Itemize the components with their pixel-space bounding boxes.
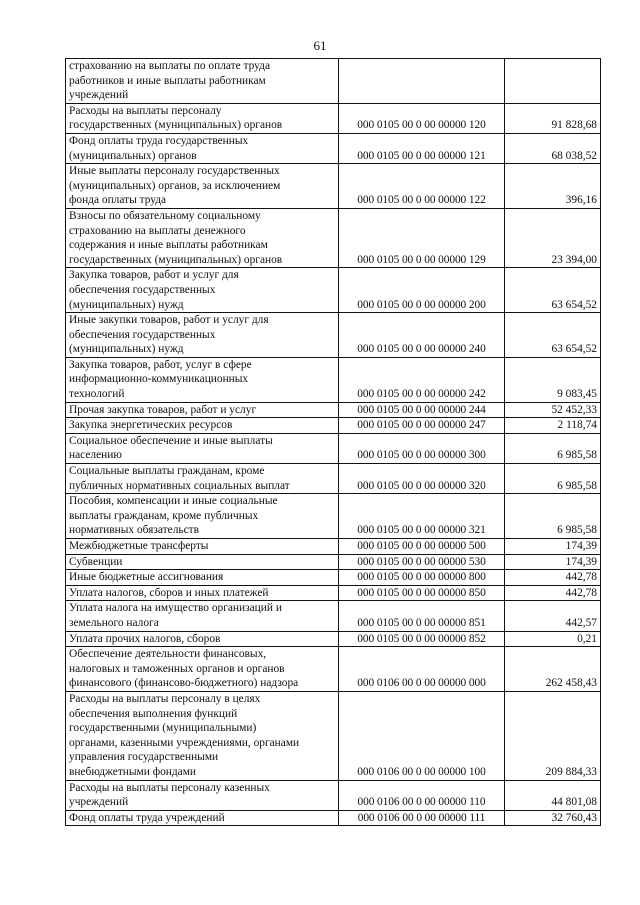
budget-code-cell: 000 0105 00 0 00 00000 121 xyxy=(339,133,505,163)
table-row xyxy=(66,691,601,780)
expense-name-line: Уплата налогов, сборов и иных платежей xyxy=(69,586,269,599)
expense-name-cell xyxy=(66,570,339,586)
expense-name-cell xyxy=(66,103,339,133)
table-row xyxy=(66,585,601,601)
expense-name-line: выплаты гражданам, кроме публичных xyxy=(69,509,259,522)
table-row xyxy=(66,208,601,267)
expense-name-cell xyxy=(66,268,339,313)
amount-cell: 442,57 xyxy=(505,601,601,631)
table-row xyxy=(66,631,601,647)
expense-name-line: страхованию на выплаты по оплате труда xyxy=(69,60,271,72)
expense-name-cell xyxy=(66,59,339,104)
expense-name-line: Взносы по обязательному социальному xyxy=(69,209,261,222)
expense-name-line: Расходы на выплаты персоналу в целях xyxy=(69,692,261,705)
expense-name-line: финансового (финансово-бюджетного) надзора xyxy=(69,677,299,690)
table-row xyxy=(66,268,601,313)
expense-name-line: Уплата налога на имущество организаций и xyxy=(69,602,282,615)
budget-code-cell: 000 0105 00 0 00 00000 240 xyxy=(339,313,505,358)
expense-name-line: Межбюджетные трансферты xyxy=(69,540,209,552)
budget-table-body xyxy=(66,59,601,826)
budget-code-cell: 000 0105 00 0 00 00000 852 xyxy=(339,631,505,647)
expense-name-line: обеспечения выполнения функций xyxy=(69,707,238,720)
expense-name-cell xyxy=(66,647,339,692)
expense-name-line: обеспечения государственных xyxy=(69,283,216,296)
expense-name-line: Уплата прочих налогов, сборов xyxy=(69,632,221,645)
expense-name-cell xyxy=(66,810,339,826)
expense-name-cell xyxy=(66,539,339,555)
expense-name-cell xyxy=(66,631,339,647)
expense-name-line: управления государственными xyxy=(69,751,219,764)
expense-name-line: содержания и иные выплаты работникам xyxy=(69,239,268,252)
table-row xyxy=(66,433,601,463)
table-row xyxy=(66,810,601,826)
table-row xyxy=(66,313,601,358)
budget-code-cell: 000 0105 00 0 00 00000 851 xyxy=(339,601,505,631)
expense-name-cell xyxy=(66,133,339,163)
expense-name-line: нормативных обязательств xyxy=(69,524,199,537)
amount-cell: 91 828,68 xyxy=(505,103,601,133)
expense-name-line: Закупка энергетических ресурсов xyxy=(69,419,233,432)
budget-code-cell: 000 0105 00 0 00 00000 800 xyxy=(339,570,505,586)
expense-name-cell xyxy=(66,357,339,402)
budget-code-cell: 000 0105 00 0 00 00000 530 xyxy=(339,554,505,570)
amount-cell: 23 394,00 xyxy=(505,208,601,267)
budget-code-cell: 000 0106 00 0 00 00000 100 xyxy=(339,691,505,780)
expense-name-cell xyxy=(66,691,339,780)
budget-code-cell: 000 0106 00 0 00 00000 110 xyxy=(339,780,505,810)
amount-cell: 6 985,58 xyxy=(505,433,601,463)
amount-cell: 9 083,45 xyxy=(505,357,601,402)
amount-cell: 2 118,74 xyxy=(505,418,601,434)
expense-name-line: технологий xyxy=(69,388,125,401)
expense-name-cell xyxy=(66,402,339,418)
budget-code-cell: 000 0105 00 0 00 00000 321 xyxy=(339,494,505,539)
expense-name-line: фонда оплаты труда xyxy=(69,194,167,207)
amount-cell: 0,21 xyxy=(505,631,601,647)
table-row xyxy=(66,402,601,418)
amount-cell: 396,16 xyxy=(505,164,601,209)
expense-name-line: органами, казенными учреждениями, органами xyxy=(69,736,300,749)
expense-name-line: налоговых и таможенных органов и органов xyxy=(69,662,285,675)
expense-name-cell xyxy=(66,601,339,631)
amount-cell: 262 458,43 xyxy=(505,647,601,692)
expense-name-line: Обеспечение деятельности финансовых, xyxy=(69,648,267,661)
expense-name-line: Иные выплаты персоналу государственных xyxy=(69,165,280,178)
expense-name-line: Пособия, компенсации и иные социальные xyxy=(69,495,278,508)
table-row xyxy=(66,647,601,692)
budget-code-cell: 000 0105 00 0 00 00000 247 xyxy=(339,418,505,434)
budget-code-cell: 000 0105 00 0 00 00000 120 xyxy=(339,103,505,133)
amount-cell: 44 801,08 xyxy=(505,780,601,810)
expense-name-cell xyxy=(66,494,339,539)
table-row xyxy=(66,59,601,104)
expense-name-line: Расходы на выплаты персоналу xyxy=(69,104,222,117)
amount-cell: 52 452,33 xyxy=(505,402,601,418)
expense-name-line: Субвенции xyxy=(69,555,123,568)
amount-cell: 6 985,58 xyxy=(505,494,601,539)
expense-name-cell xyxy=(66,433,339,463)
expense-name-line: государственными (муниципальными) xyxy=(69,722,257,735)
expense-name-line: (муниципальных) нужд xyxy=(69,298,184,311)
expense-name-cell xyxy=(66,554,339,570)
budget-code-cell: 000 0105 00 0 00 00000 242 xyxy=(339,357,505,402)
expense-name-cell xyxy=(66,313,339,358)
amount-cell: 174,39 xyxy=(505,554,601,570)
table-row xyxy=(66,357,601,402)
budget-code-cell: 000 0105 00 0 00 00000 850 xyxy=(339,585,505,601)
expense-name-line: земельного налога xyxy=(69,616,159,629)
expense-name-line: публичных нормативных социальных выплат xyxy=(69,479,290,492)
expense-name-line: населению xyxy=(69,449,122,462)
table-row xyxy=(66,601,601,631)
amount-cell: 442,78 xyxy=(505,585,601,601)
amount-cell: 6 985,58 xyxy=(505,464,601,494)
expense-name-line: учреждений xyxy=(69,796,129,809)
expense-name-line: внебюджетными фондами xyxy=(69,765,197,778)
budget-code-cell: 000 0105 00 0 00 00000 122 xyxy=(339,164,505,209)
expense-name-line: государственных (муниципальных) органов xyxy=(69,119,283,132)
expense-name-cell xyxy=(66,464,339,494)
budget-code-cell: 000 0105 00 0 00 00000 320 xyxy=(339,464,505,494)
page-number: 61 xyxy=(313,38,327,53)
table-row xyxy=(66,570,601,586)
table-row xyxy=(66,164,601,209)
budget-code-cell: 000 0105 00 0 00 00000 244 xyxy=(339,402,505,418)
amount-cell: 174,39 xyxy=(505,539,601,555)
expense-name-line: Социальные выплаты гражданам, кроме xyxy=(69,465,265,478)
table-row xyxy=(66,539,601,555)
table-row xyxy=(66,780,601,810)
expense-name-line: Прочая закупка товаров, работ и услуг xyxy=(69,403,257,416)
amount-cell: 68 038,52 xyxy=(505,133,601,163)
amount-cell: 32 760,43 xyxy=(505,810,601,826)
expense-name-line: страхованию на выплаты денежного xyxy=(69,224,246,237)
expense-name-line: информационно-коммуникационных xyxy=(69,373,249,386)
budget-code-cell: 000 0105 00 0 00 00000 300 xyxy=(339,433,505,463)
budget-code-cell xyxy=(339,59,505,104)
expense-name-line: Фонд оплаты труда государственных xyxy=(69,134,249,147)
expense-name-cell xyxy=(66,208,339,267)
amount-cell: 63 654,52 xyxy=(505,268,601,313)
expense-name-line: (муниципальных) органов, за исключением xyxy=(69,179,281,192)
table-row xyxy=(66,418,601,434)
expense-name-line: Иные закупки товаров, работ и услуг для xyxy=(69,314,269,327)
expense-name-line: (муниципальных) нужд xyxy=(69,343,184,356)
budget-code-cell: 000 0105 00 0 00 00000 200 xyxy=(339,268,505,313)
amount-cell: 63 654,52 xyxy=(505,313,601,358)
table-row xyxy=(66,464,601,494)
expense-name-line: Закупка товаров, работ, услуг в сфере xyxy=(69,358,252,371)
budget-code-cell: 000 0106 00 0 00 00000 111 xyxy=(339,810,505,826)
expense-name-line: Закупка товаров, работ и услуг для xyxy=(69,269,239,282)
expense-name-cell xyxy=(66,164,339,209)
budget-code-cell: 000 0105 00 0 00 00000 500 xyxy=(339,539,505,555)
expense-name-cell xyxy=(66,418,339,434)
expense-name-line: государственных (муниципальных) органов xyxy=(69,253,283,266)
expense-name-line: обеспечения государственных xyxy=(69,328,216,341)
expense-name-cell xyxy=(66,585,339,601)
expense-name-line: учреждений xyxy=(69,89,129,102)
table-row xyxy=(66,494,601,539)
expense-name-line: Фонд оплаты труда учреждений xyxy=(69,811,225,824)
budget-code-cell: 000 0105 00 0 00 00000 129 xyxy=(339,208,505,267)
expense-name-line: Расходы на выплаты персоналу казенных xyxy=(69,781,270,794)
table-row xyxy=(66,103,601,133)
table-row xyxy=(66,133,601,163)
table-row xyxy=(66,554,601,570)
expense-name-cell xyxy=(66,780,339,810)
expense-name-line: Иные бюджетные ассигнования xyxy=(69,571,224,584)
amount-cell: 209 884,33 xyxy=(505,691,601,780)
expense-name-line: работников и иные выплаты работникам xyxy=(69,74,266,87)
amount-cell xyxy=(505,59,601,104)
budget-table xyxy=(65,58,601,826)
amount-cell: 442,78 xyxy=(505,570,601,586)
budget-code-cell: 000 0106 00 0 00 00000 000 xyxy=(339,647,505,692)
expense-name-line: Социальное обеспечение и иные выплаты xyxy=(69,434,273,447)
expense-name-line: (муниципальных) органов xyxy=(69,149,197,162)
